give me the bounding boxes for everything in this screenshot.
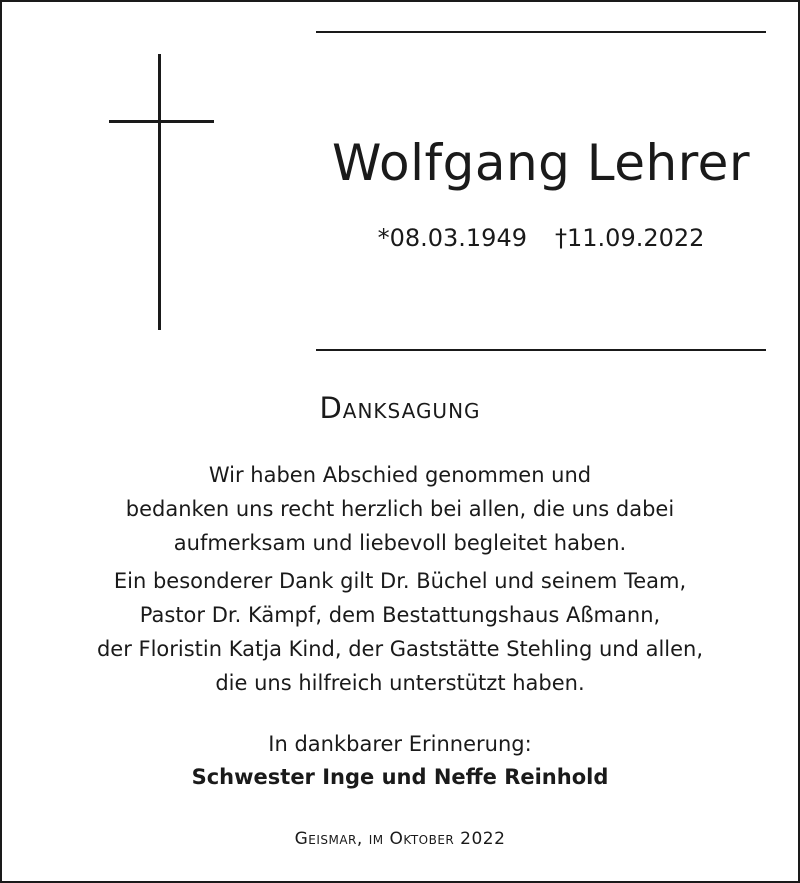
deceased-name: Wolfgang Lehrer xyxy=(332,134,750,192)
text-line: bedanken uns recht herzlich bei allen, die uns dabei xyxy=(125,497,675,521)
thanks-paragraph xyxy=(2,458,798,560)
signers: Schwester Inge und Neffe Reinhold xyxy=(191,765,609,789)
text-line: aufmerksam und liebevoll begleitet haben. xyxy=(173,531,627,555)
top-divider xyxy=(316,31,766,33)
cross-horizontal-bar xyxy=(109,120,214,123)
bottom-divider xyxy=(316,349,766,351)
text-line: die uns hilfreich unterstützt haben. xyxy=(215,671,585,695)
heading: Danksagung xyxy=(319,391,481,425)
text-line: Wir haben Abschied genommen und xyxy=(208,463,592,487)
birth-date: *08.03.1949 xyxy=(377,224,527,252)
text-line: der Floristin Katja Kind, der Gaststätte Stehling und allen, xyxy=(96,637,704,661)
closing-line: In dankbarer Erinnerung: xyxy=(268,732,532,756)
text-line: Pastor Dr. Kämpf, dem Bestattungshaus Aßmann, xyxy=(139,603,661,627)
cross-vertical-bar xyxy=(158,54,161,330)
special-thanks-paragraph xyxy=(2,564,798,700)
text-line: Ein besonderer Dank gilt Dr. Büchel und seinem Team, xyxy=(113,569,687,593)
life-dates xyxy=(316,221,766,255)
place-and-date: Geismar, im Oktober 2022 xyxy=(294,829,506,849)
death-date: †11.09.2022 xyxy=(555,224,705,252)
